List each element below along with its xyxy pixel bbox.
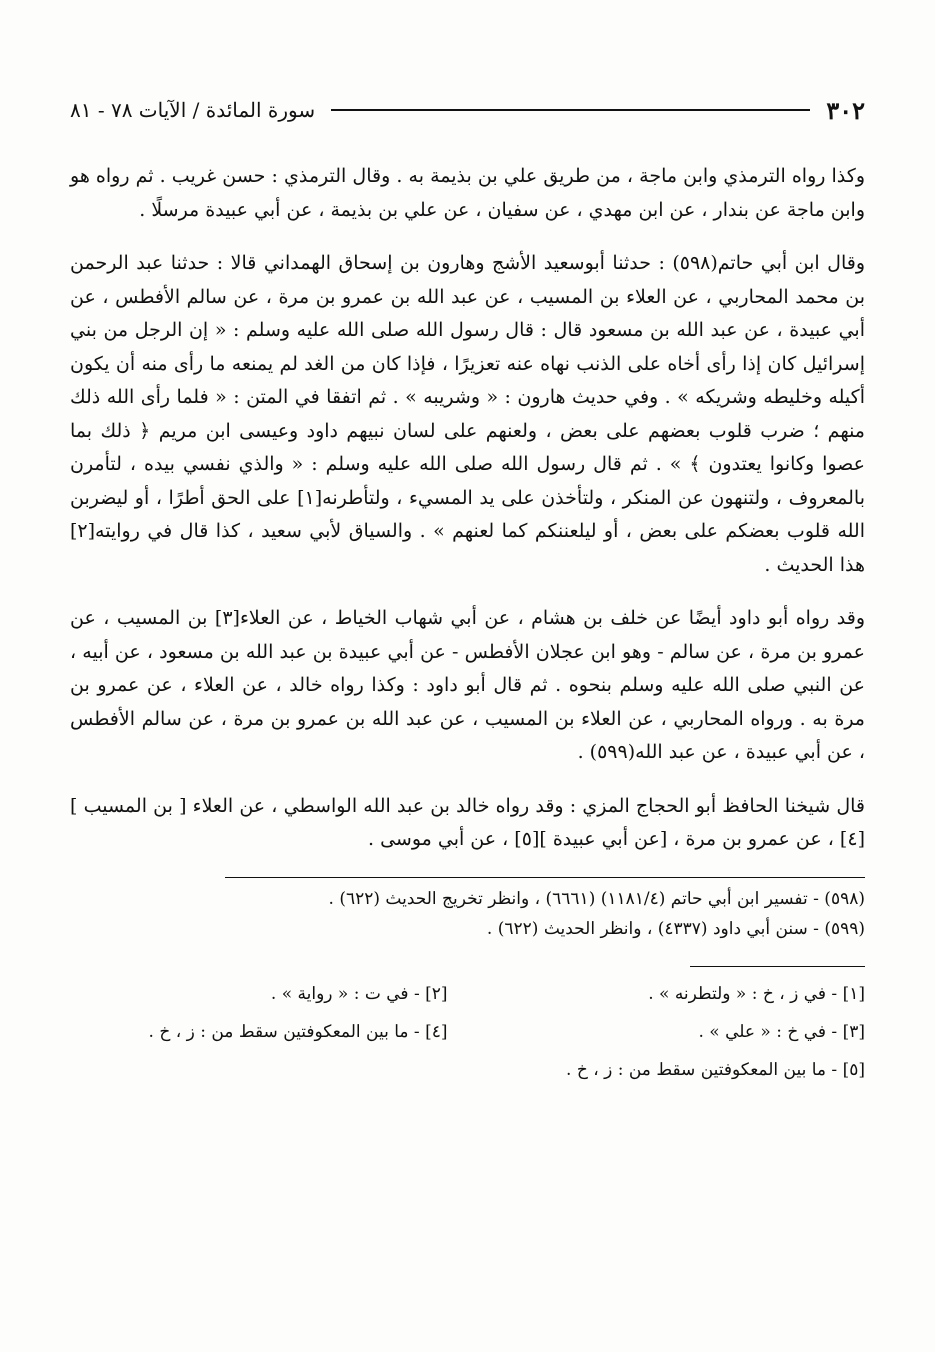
footnote-598: (٥٩٨) - تفسير ابن أبي حاتم (١١٨١/٤) (٦٦٦١) ، وانظر تخريج الحديث (٦٢٢) .: [328, 888, 865, 909]
footnote-599: (٥٩٩) - سنن أبي داود (٤٣٣٧) ، وانظر الحديث (٦٢٢) .: [486, 918, 865, 939]
note-2: [٢] - في ت : « رواية » .: [270, 983, 448, 1004]
variant-notes: [70, 975, 865, 1089]
notes-divider: [690, 966, 865, 967]
header-title: سورة المائدة / الآيات ٧٨ - ٨١: [70, 98, 316, 122]
note-1: [١] - في ز ، خ : « ولتطرنه » .: [648, 983, 865, 1004]
header-rule: [331, 109, 810, 111]
paragraph-4: قال شيخنا الحافظ أبو الحجاج المزي : وقد رواه خالد بن عبد الله الواسطي ، عن العلاء [ بن المسيب ][٤] ، عن عمرو بن مرة ، [عن أبي عبيدة ][٥] ، عن أبي موسى .: [70, 794, 865, 850]
page: [70, 90, 865, 1089]
footnotes-divider: [225, 877, 865, 878]
note-3: [٣] - في خ : « علي » .: [698, 1021, 865, 1042]
main-text: [70, 160, 865, 857]
paragraph-3: وقد رواه أبو داود أيضًا عن خلف بن هشام ، عن أبي شهاب الخياط ، عن العلاء[٣] بن المسيب ، عن عمرو بن مرة ، عن سالم - وهو ابن عجلان الأفطس - عن أبي عبيدة بن عبد الله بن مسعود ، عن أبيه ، عن النبي صلى الله عليه وسلم بنحوه . ثم قال أبو داود : وكذا رواه خالد ، عن العلاء ، عن عمرو بن مرة به . ورواه المحاربي ، عن العلاء بن المسيب ، عن عبد الله بن عمرو بن مرة ، عن سالم الأفطس ، عن أبي عبيدة ، عن عبد الله(٥٩٩) .: [70, 607, 866, 763]
note-5: [٥] - ما بين المعكوفتين سقط من : ز ، خ .: [566, 1059, 865, 1080]
page-number: ٣٠٢: [826, 95, 865, 125]
note-4: [٤] - ما بين المعكوفتين سقط من : ز ، خ .: [148, 1021, 448, 1042]
paragraph-2: وقال ابن أبي حاتم(٥٩٨) : حدثنا أبوسعيد الأشج وهارون بن إسحاق الهمداني قالا : حدثنا عبد الرحمن بن محمد المحاربي ، عن العلاء بن المسيب ، عن عبد الله بن عمرو بن مرة ، عن سالم الأفطس ، عن أبي عبيدة ، عن عبد الله بن مسعود قال : قال رسول الله صلى الله عليه وسلم : « إن الرجل من بني إسرائيل كان إذا رأى أخاه على الذنب نهاه عنه تعزيرًا ، فإذا كان من الغد لم يمنعه ما رأى منه أن يكون أكيله وخليطه وشريكه » . وفي حديث هارون : « وشريبه » . ثم اتفقا في المتن : « فلما رأى الله ذلك منهم ؛ ضرب قلوب بعضهم على بعض ، ولعنهم على لسان نبيهم داود وعيسى ابن مريم ﴿ ذلك بما عصوا وكانوا يعتدون ﴾ » . ثم قال رسول الله صلى الله عليه وسلم : « والذي نفسي بيده ، لتأمرن بالمعروف ، ولتنهون عن المنكر ، ولتأخذن على يد المسيء ، ولتأطرنه[١] على الحق أطرًا ، أو ليضربن الله قلوب بعضكم على بعض ، أو ليلعننكم كما لعنهم » . والسياق لأبي سعيد ، كذا قال في روايته[٢] هذا الحديث .: [70, 252, 866, 576]
running-header: [70, 90, 865, 130]
footnotes: [70, 884, 865, 944]
paragraph-1: وكذا رواه الترمذي وابن ماجة ، من طريق علي بن بذيمة به . وقال الترمذي : حسن غريب . ثم رواه هو وابن ماجة عن بندار ، عن ابن مهدي ، عن سفيان ، عن علي بن بذيمة ، عن أبي عبيدة مرسلًا .: [70, 165, 865, 221]
